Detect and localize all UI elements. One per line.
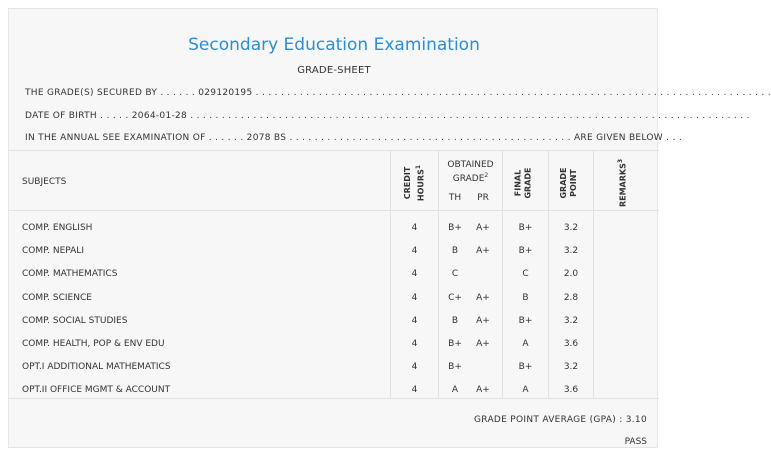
gpa-label: GRADE POINT AVERAGE (GPA) :	[473, 415, 623, 425]
symbol-number: 029120195	[198, 88, 253, 98]
pr-grade-value: A+	[476, 292, 490, 303]
given-below-label: ARE GIVEN BELOW	[573, 133, 663, 143]
pr-grade-value: A+	[476, 223, 490, 233]
table-top-border	[9, 150, 659, 151]
grade-point-value: 2.8	[563, 292, 579, 303]
header-obtained-grade-2: GRADE$^2$	[452, 172, 489, 184]
header-subjects: SUBJECTS	[22, 177, 67, 187]
gpa-summary	[474, 415, 647, 425]
th-grade-value: B+	[448, 223, 462, 233]
header-credit-hours: CREDIT HOURS$^1$	[403, 164, 426, 202]
dot-leader: . . . . . .	[160, 88, 199, 98]
th-grade-value: B	[451, 246, 459, 257]
credit-hours-value: 4	[411, 223, 418, 233]
header-bottom-border	[9, 210, 659, 211]
dob-value: 2064-01-28	[131, 111, 188, 121]
grade-point-value: 3.2	[563, 315, 579, 326]
th-grade-value: C+	[448, 292, 462, 303]
grade-point-value: 3.6	[563, 339, 579, 349]
dot-leader: . . . . . .	[208, 133, 247, 143]
credit-hours-value: 4	[411, 292, 418, 303]
credit-hours-value: 4	[411, 315, 418, 326]
credit-hours-value: 4	[411, 246, 418, 257]
dob-label: DATE OF BIRTH	[25, 111, 97, 121]
th-grade-value: B	[451, 315, 459, 326]
dot-leader: . . . . . . . . . . . . . . . . . . . . . . . . . . . . . . . . . . . . . . . . . . . . .	[289, 133, 574, 143]
gpa-value: 3.10	[625, 415, 647, 425]
dot-leader: . . . . .	[100, 111, 132, 121]
grade-point-value: 3.2	[563, 246, 579, 257]
grade-point-value: 3.2	[563, 223, 579, 233]
header-grade-point: GRADE POINT	[559, 167, 578, 199]
header-th: TH	[448, 193, 462, 203]
dob-line	[25, 111, 750, 121]
pr-grade-value: A+	[476, 246, 490, 257]
dot-leader: . . . . . . . . . . . . . . . . . . . . . . . . . . . . . . . . . . . . . . . . . . . . . . . . . . . . . . . . . . . . . . . . . . . . . . . . . . . . . . . . . . . . . . . . .	[190, 111, 750, 121]
th-grade-value: A	[451, 385, 459, 396]
dot-leader: . . .	[666, 133, 682, 143]
exam-year: 2078 BS	[246, 133, 287, 143]
credit-hours-value: 4	[411, 362, 418, 373]
th-grade-value: B+	[448, 339, 462, 349]
final-grade-value: B+	[518, 246, 533, 257]
col-divider	[438, 150, 439, 398]
header-final-grade: FINAL GRADE	[513, 167, 533, 199]
credit-hours-value: 4	[411, 269, 418, 280]
result-status: PASS	[624, 437, 647, 447]
subject-name: COMP. SOCIAL STUDIES	[22, 315, 128, 326]
sheet-subtitle: GRADE-SHEET	[297, 65, 371, 76]
header-obtained-grade-1: OBTAINED	[447, 160, 494, 170]
pr-grade-value: A+	[476, 339, 490, 349]
final-grade-value: B	[522, 292, 529, 303]
subject-name: COMP. ENGLISH	[22, 223, 93, 233]
dot-leader: . . . . . . . . . . . . . . . . . . . . . . . . . . . . . . . . . . . . . . . . . . . . . . . . . . . . . . . . . . . . . . . . . . . . . . . . . . . . . . . . . .	[255, 88, 771, 98]
col-divider	[593, 150, 594, 398]
th-grade-value: B+	[448, 362, 462, 373]
final-grade-value: B+	[518, 223, 533, 233]
th-grade-value: C	[451, 269, 459, 280]
subject-name: COMP. MATHEMATICS	[22, 269, 118, 280]
header-pr: PR	[477, 193, 489, 203]
grade-point-value: 2.0	[563, 269, 579, 280]
pr-grade-value: A+	[476, 315, 490, 326]
pr-grade-value: A+	[476, 385, 490, 396]
grade-sheet	[8, 8, 771, 448]
credit-hours-value: 4	[411, 385, 418, 396]
final-grade-value: B+	[518, 315, 533, 326]
exam-title: Secondary Education Examination	[188, 35, 480, 55]
grade-secured-label: THE GRADE(S) SECURED BY	[25, 88, 158, 98]
final-grade-value: C	[522, 269, 529, 280]
exam-line	[25, 133, 682, 143]
final-grade-value: A	[522, 385, 529, 396]
subject-name: OPT.I ADDITIONAL MATHEMATICS	[22, 362, 171, 373]
final-grade-value: A	[522, 339, 529, 349]
exam-label: IN THE ANNUAL SEE EXAMINATION OF	[25, 133, 206, 143]
subject-name: OPT.II OFFICE MGMT & ACCOUNT	[22, 385, 171, 396]
subject-name: COMP. HEALTH, POP & ENV EDU	[22, 339, 165, 349]
header-remarks: REMARKS$^3$	[617, 158, 628, 208]
grade-point-value: 3.6	[563, 385, 579, 396]
final-grade-value: B+	[518, 362, 533, 373]
subject-name: COMP. SCIENCE	[22, 292, 92, 303]
subject-name: COMP. NEPALI	[22, 246, 84, 257]
grade-secured-line	[25, 88, 771, 98]
grade-point-value: 3.2	[563, 362, 579, 373]
table-bottom-border	[9, 398, 659, 399]
credit-hours-value: 4	[411, 339, 418, 349]
